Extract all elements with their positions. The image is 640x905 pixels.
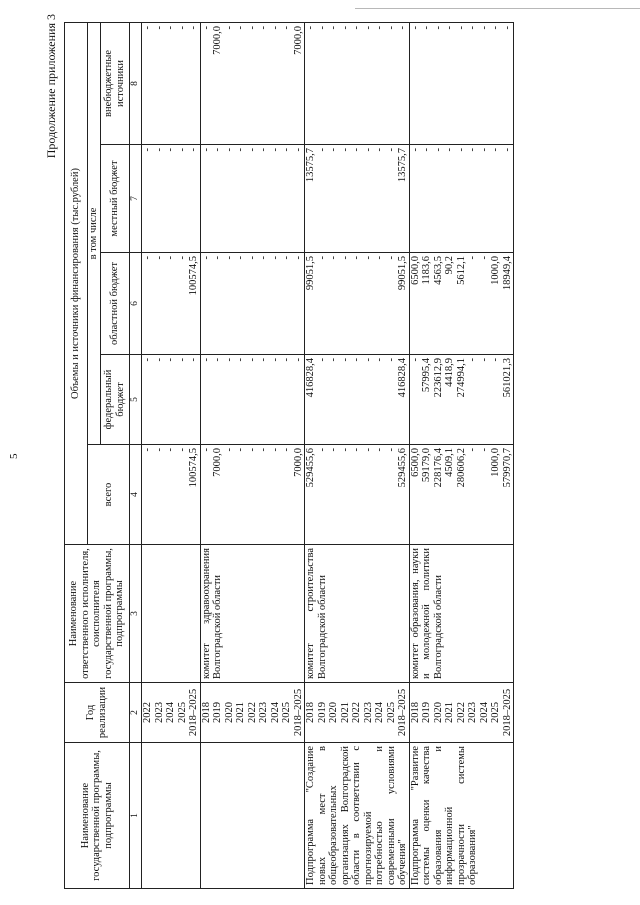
cell-regional: - <box>223 256 235 260</box>
regional-values <box>305 253 410 355</box>
cell-local: 13575,7 <box>305 148 316 183</box>
cell-total: 7000,0 <box>292 448 304 477</box>
cell-extra: - <box>362 25 374 30</box>
cell-year: 2019 <box>212 702 223 723</box>
cell-local: - <box>165 148 176 152</box>
regional-values <box>200 253 305 355</box>
extra-values <box>142 22 201 144</box>
cell-local: - <box>421 148 432 152</box>
table-header <box>65 22 142 888</box>
cell-year: 2020 <box>328 702 339 723</box>
program-block-row <box>142 22 201 888</box>
cell-local: - <box>292 148 304 152</box>
cell-year: 2024 <box>165 702 176 723</box>
cell-local: - <box>478 148 490 152</box>
cell-total: 228176,4 <box>432 448 444 488</box>
cell-total: 100574,5 <box>188 448 199 488</box>
federal-values <box>200 355 305 445</box>
column-number: 6 <box>129 253 142 355</box>
federal-values <box>142 355 201 445</box>
cell-extra: - <box>142 25 153 30</box>
cell-regional: - <box>316 256 328 260</box>
column-number: 1 <box>129 743 142 889</box>
cell-federal: - <box>316 358 328 362</box>
cell-year: 2022 <box>142 702 153 723</box>
cell-year: 2023 <box>258 702 269 723</box>
cell-regional: - <box>467 256 478 260</box>
cell-extra: - <box>153 25 165 30</box>
cell-regional: - <box>478 256 490 260</box>
year-values <box>200 683 305 743</box>
cell-federal: - <box>374 358 385 362</box>
year-values <box>409 683 514 743</box>
cell-extra: - <box>478 25 490 30</box>
cell-federal: 57995,4 <box>421 358 432 393</box>
total-values <box>305 445 410 545</box>
cell-federal: - <box>409 358 421 362</box>
cell-extra: - <box>223 25 235 30</box>
executor-name <box>142 545 201 683</box>
cell-year: 2022 <box>351 702 362 723</box>
cell-extra: - <box>246 25 258 30</box>
cell-regional: - <box>246 256 258 260</box>
cell-total: - <box>467 448 478 452</box>
cell-federal: - <box>351 358 362 362</box>
header-financing-group: Объемы и источники финансирования (тыс.рублей) <box>65 22 88 544</box>
cell-total: - <box>246 448 258 452</box>
regional-values <box>409 253 514 355</box>
cell-local: - <box>223 148 235 152</box>
year-values <box>305 683 410 743</box>
cell-extra: - <box>432 25 444 30</box>
cell-extra: - <box>444 25 455 30</box>
total-values <box>142 445 201 545</box>
program-block-row <box>409 22 514 888</box>
cell-local: - <box>212 148 223 152</box>
cell-local: - <box>246 148 258 152</box>
cell-regional: 99051,5 <box>305 256 316 291</box>
cell-regional: 6500,0 <box>409 256 421 285</box>
cell-federal: - <box>292 358 304 362</box>
cell-extra: - <box>397 25 408 30</box>
cell-extra: - <box>235 25 246 30</box>
cell-total: - <box>235 448 246 452</box>
cell-federal: - <box>223 358 235 362</box>
cell-federal: - <box>478 358 490 362</box>
cell-federal: - <box>490 358 501 362</box>
total-values <box>200 445 305 545</box>
cell-extra: - <box>281 25 292 30</box>
cell-total: - <box>176 448 188 452</box>
column-number: 4 <box>129 445 142 545</box>
regional-values <box>142 253 201 355</box>
program-block-row <box>305 22 410 888</box>
cell-federal: - <box>200 358 212 362</box>
local-values <box>142 145 201 253</box>
local-values <box>409 145 514 253</box>
cell-federal: - <box>362 358 374 362</box>
cell-extra: - <box>305 25 316 30</box>
cell-total: - <box>200 448 212 452</box>
cell-regional: - <box>292 256 304 260</box>
cell-federal: - <box>258 358 269 362</box>
cell-federal: - <box>188 358 199 362</box>
cell-year: 2018 <box>200 702 212 723</box>
header-program: Наименование государственной программы, подпрограммы <box>65 743 130 889</box>
cell-extra: - <box>165 25 176 30</box>
cell-federal: - <box>165 358 176 362</box>
cell-federal: - <box>153 358 165 362</box>
cell-federal: - <box>235 358 246 362</box>
cell-year: 2022 <box>455 702 467 723</box>
cell-regional: 18949,4 <box>501 256 513 291</box>
cell-extra: - <box>188 25 199 30</box>
cell-total: - <box>316 448 328 452</box>
cell-local: - <box>269 148 281 152</box>
cell-extra: - <box>351 25 362 30</box>
cell-year: 2025 <box>281 702 292 723</box>
cell-regional: - <box>281 256 292 260</box>
column-number: 8 <box>129 22 142 144</box>
cell-federal: 223612,9 <box>432 358 444 398</box>
program-name <box>142 743 201 889</box>
cell-year: 2018 <box>305 702 316 723</box>
cell-year: 2018 <box>409 702 421 723</box>
cell-federal: - <box>328 358 339 362</box>
cell-year: 2023 <box>467 702 478 723</box>
cell-total: - <box>269 448 281 452</box>
cell-year: 2018–2025 <box>501 688 513 737</box>
cell-regional: - <box>385 256 397 260</box>
cell-regional: 4563,5 <box>432 256 444 285</box>
cell-total: - <box>328 448 339 452</box>
cell-extra: - <box>385 25 397 30</box>
cell-regional: - <box>212 256 223 260</box>
cell-federal: - <box>281 358 292 362</box>
header-regional: областной бюджет <box>100 253 129 355</box>
financing-table <box>64 22 514 889</box>
cell-year: 2024 <box>269 702 281 723</box>
cell-extra: - <box>409 25 421 30</box>
cell-regional: 90,2 <box>444 256 455 275</box>
cell-regional: - <box>362 256 374 260</box>
page-number: 5 <box>8 453 20 459</box>
executor-name: комитет здравоохранения Волгоградской области <box>200 545 305 683</box>
cell-regional: - <box>142 256 153 260</box>
cell-total: 1000,0 <box>490 448 501 477</box>
cell-total: 579970,7 <box>501 448 513 488</box>
cell-year: 2019 <box>421 702 432 723</box>
cell-total: - <box>478 448 490 452</box>
header-federal: федеральный бюджет <box>100 355 129 445</box>
cell-year: 2024 <box>478 702 490 723</box>
cell-federal: - <box>385 358 397 362</box>
cell-regional: 1000,0 <box>490 256 501 285</box>
cell-federal: - <box>246 358 258 362</box>
local-values <box>305 145 410 253</box>
extra-values <box>200 22 305 144</box>
header-total: всего <box>88 445 130 545</box>
cell-regional: 99051,5 <box>397 256 408 291</box>
cell-year: 2018–2025 <box>188 688 199 737</box>
program-name <box>200 743 305 889</box>
cell-extra: - <box>328 25 339 30</box>
cell-regional: 1183,6 <box>421 256 432 285</box>
cell-year: 2025 <box>490 702 501 723</box>
cell-regional: - <box>153 256 165 260</box>
federal-values <box>305 355 410 445</box>
cell-total: 4509,1 <box>444 448 455 477</box>
cell-regional: - <box>165 256 176 260</box>
cell-total: 59179,0 <box>421 448 432 483</box>
cell-extra: - <box>374 25 385 30</box>
cell-total: 6500,0 <box>409 448 421 477</box>
column-number: 5 <box>129 355 142 445</box>
cell-local: - <box>235 148 246 152</box>
cell-total: - <box>351 448 362 452</box>
cell-local: - <box>444 148 455 152</box>
cell-extra: - <box>316 25 328 30</box>
cell-total: 280606,2 <box>455 448 467 488</box>
cell-regional: - <box>351 256 362 260</box>
cell-extra: - <box>455 25 467 30</box>
cell-local: - <box>501 148 513 152</box>
cell-local: - <box>351 148 362 152</box>
cell-regional: 5612,1 <box>455 256 467 285</box>
cell-extra: - <box>269 25 281 30</box>
cell-regional: - <box>258 256 269 260</box>
cell-total: - <box>385 448 397 452</box>
cell-federal: 274994,1 <box>455 358 467 398</box>
cell-year: 2020 <box>432 702 444 723</box>
cell-local: - <box>316 148 328 152</box>
cell-local: - <box>176 148 188 152</box>
continuation-title: Продолжение приложения 3 <box>44 14 58 159</box>
cell-year: 2023 <box>362 702 374 723</box>
cell-extra: - <box>501 25 513 30</box>
cell-total: - <box>142 448 153 452</box>
cell-total: - <box>153 448 165 452</box>
cell-year: 2020 <box>223 702 235 723</box>
cell-regional: - <box>200 256 212 260</box>
cell-local: - <box>467 148 478 152</box>
cell-regional: 100574,5 <box>188 256 199 296</box>
cell-local: - <box>385 148 397 152</box>
header-executor: Наименование ответственного исполнителя, соисполнителя государственной программы, подпрограммы <box>65 545 130 683</box>
cell-total: - <box>374 448 385 452</box>
federal-values <box>409 355 514 445</box>
cell-extra: 7000,0 <box>212 25 223 55</box>
cell-local: - <box>362 148 374 152</box>
cell-regional: - <box>328 256 339 260</box>
header-year: Год реализации <box>65 683 130 743</box>
cell-total: 529455,6 <box>397 448 408 488</box>
column-number: 2 <box>129 683 142 743</box>
cell-regional: - <box>269 256 281 260</box>
year-values <box>142 683 201 743</box>
cell-local: - <box>281 148 292 152</box>
cell-extra: - <box>421 25 432 30</box>
cell-local: - <box>200 148 212 152</box>
cell-local: - <box>339 148 351 152</box>
cell-total: - <box>223 448 235 452</box>
cell-local: - <box>153 148 165 152</box>
cell-local: - <box>490 148 501 152</box>
cell-federal: 416828,4 <box>397 358 408 398</box>
header-column-numbers <box>129 22 142 888</box>
local-values <box>200 145 305 253</box>
cell-federal: 416828,4 <box>305 358 316 398</box>
cell-federal: - <box>467 358 478 362</box>
cell-local: - <box>188 148 199 152</box>
cell-extra: - <box>200 25 212 30</box>
cell-federal: - <box>142 358 153 362</box>
cell-local: - <box>455 148 467 152</box>
cell-total: 529455,6 <box>305 448 316 488</box>
cell-year: 2021 <box>339 702 351 723</box>
column-number: 7 <box>129 145 142 253</box>
cell-regional: - <box>374 256 385 260</box>
cell-local: - <box>374 148 385 152</box>
cell-local: - <box>142 148 153 152</box>
cell-extra: 7000,0 <box>292 25 304 55</box>
cell-federal: 561021,3 <box>501 358 513 398</box>
cell-local: - <box>409 148 421 152</box>
cell-total: - <box>362 448 374 452</box>
table-body <box>142 22 514 888</box>
cell-extra: - <box>490 25 501 30</box>
cell-federal: - <box>339 358 351 362</box>
cell-federal: - <box>212 358 223 362</box>
cell-year: 2025 <box>385 702 397 723</box>
cell-year: 2018–2025 <box>397 688 408 737</box>
cell-extra: - <box>258 25 269 30</box>
program-block-row <box>200 22 305 888</box>
cell-regional: - <box>235 256 246 260</box>
cell-year: 2021 <box>235 702 246 723</box>
cell-year: 2018–2025 <box>292 688 304 737</box>
cell-regional: - <box>176 256 188 260</box>
cell-year: 2019 <box>316 702 328 723</box>
extra-values <box>409 22 514 144</box>
program-name: Подпрограмма "Развитие системы оценки качества образования и информационной прозрачности системы образования" <box>409 743 514 889</box>
total-values <box>409 445 514 545</box>
cell-federal: 4418,9 <box>444 358 455 387</box>
cell-federal: - <box>269 358 281 362</box>
cell-extra: - <box>339 25 351 30</box>
cell-total: - <box>339 448 351 452</box>
cell-local: - <box>432 148 444 152</box>
cell-local: 13575,7 <box>397 148 408 183</box>
cell-regional: - <box>339 256 351 260</box>
cell-federal: - <box>176 358 188 362</box>
cell-extra: - <box>467 25 478 30</box>
executor-name: комитет строительства Волгоградской области <box>305 545 410 683</box>
extra-values <box>305 22 410 144</box>
cell-year: 2023 <box>153 702 165 723</box>
cell-year: 2021 <box>444 702 455 723</box>
cell-total: - <box>281 448 292 452</box>
cell-extra: - <box>176 25 188 30</box>
cell-year: 2024 <box>374 702 385 723</box>
cell-total: 7000,0 <box>212 448 223 477</box>
cell-local: - <box>258 148 269 152</box>
cell-total: - <box>165 448 176 452</box>
cell-year: 2022 <box>246 702 258 723</box>
header-extra: внебюджетные источники <box>100 22 129 144</box>
column-number: 3 <box>129 545 142 683</box>
program-name: Подпрограмма "Создание новых мест в общеобразовательных организациях Волгоградской области в соответствии с прогнозируемой потребностью и современными условиями обучения" <box>305 743 410 889</box>
header-subgroup: в том числе <box>88 22 101 444</box>
header-local: местный бюджет <box>100 145 129 253</box>
cell-year: 2025 <box>176 702 188 723</box>
cell-local: - <box>328 148 339 152</box>
cell-total: - <box>258 448 269 452</box>
executor-name: комитет образования, науки и молодежной политики Волгоградской области <box>409 545 514 683</box>
